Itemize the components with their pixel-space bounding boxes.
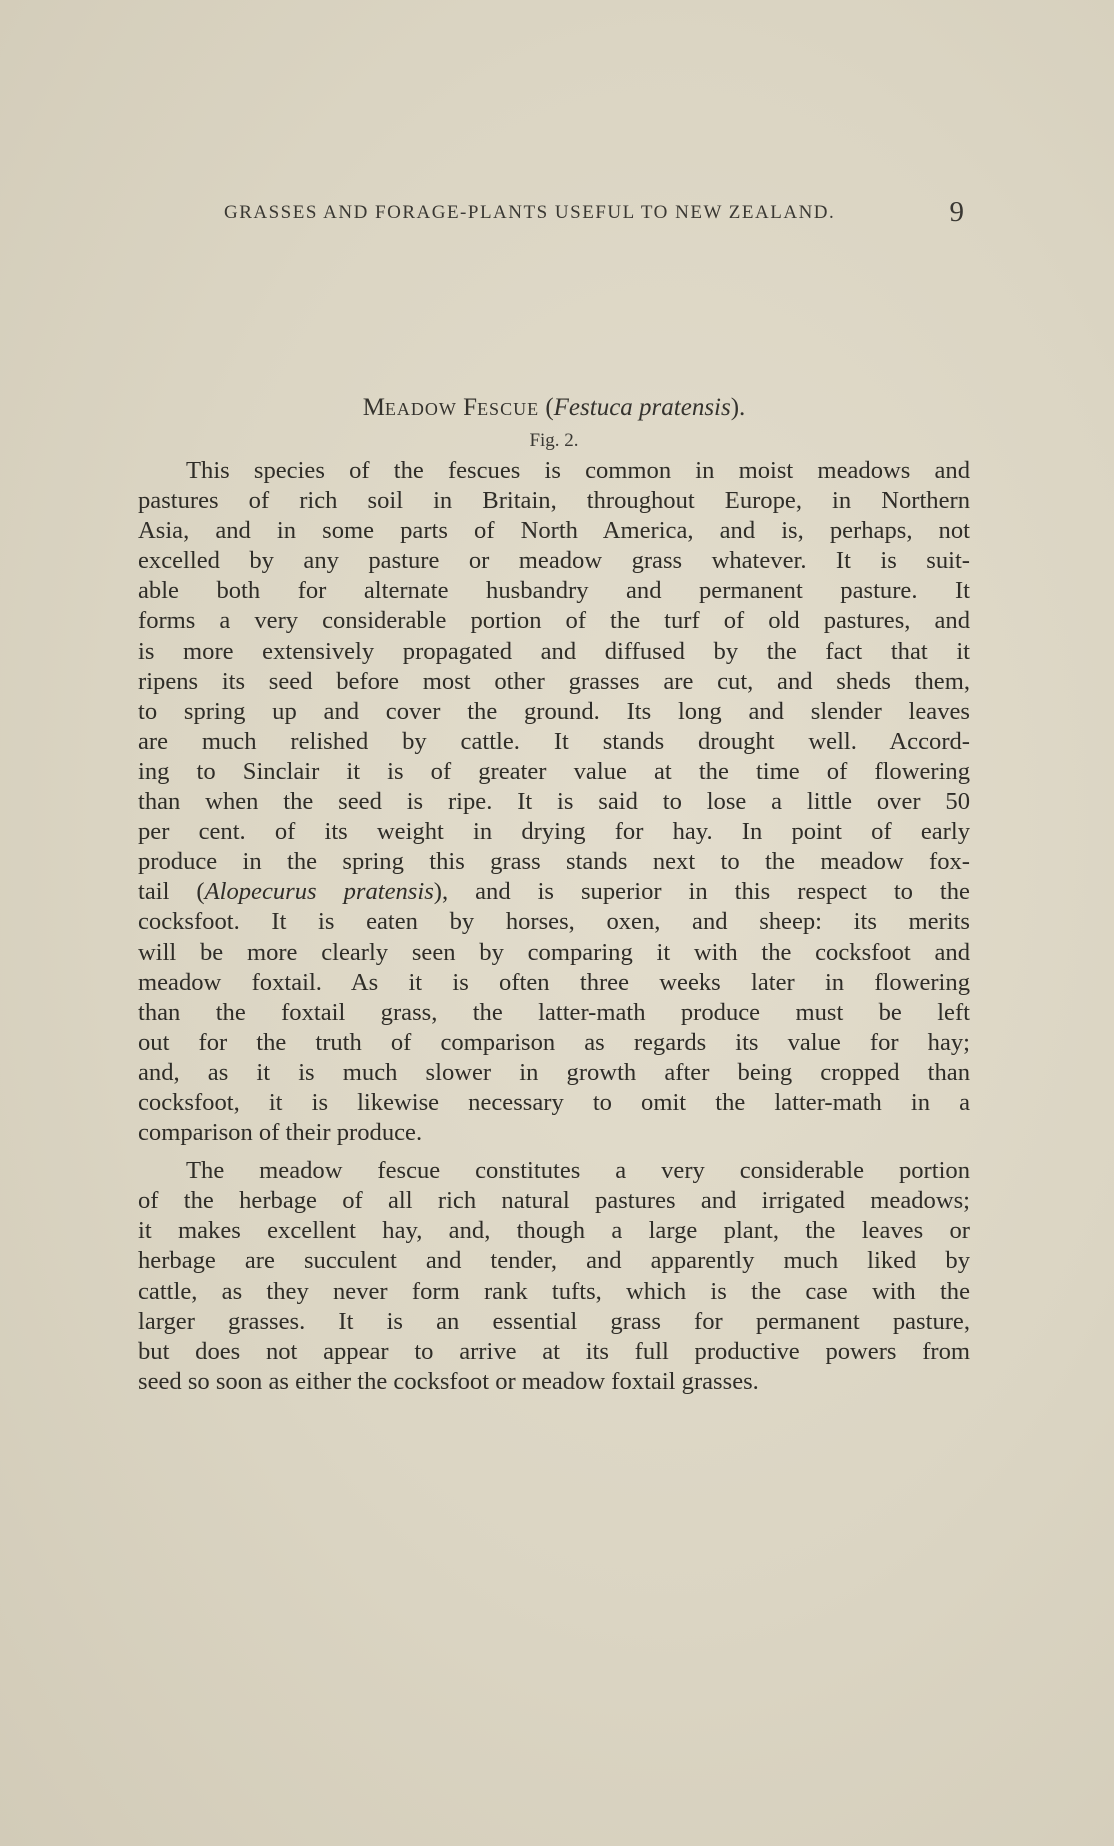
text-line: out for the truth of comparison as regards its value for hay; — [138, 1028, 970, 1056]
text-line: pastures of rich soil in Britain, throughout Europe, in Northern — [138, 487, 970, 515]
running-head — [140, 196, 968, 230]
page-number: 9 — [949, 196, 964, 228]
text-line: of the herbage of all rich natural pastures and irrigated meadows; — [138, 1187, 970, 1215]
text-fragment: ), and is superior in this respect to the — [433, 878, 970, 906]
figure-label: Fig. 2. — [529, 430, 579, 451]
text-line: are much relished by cattle. It stands drought well. Accord- — [138, 727, 970, 755]
text-line: forms a very considerable portion of the turf of old pastures, and — [138, 607, 970, 635]
text-line: than when the seed is ripe. It is said to lose a little over 50 — [138, 788, 970, 816]
text-line: ing to Sinclair it is of greater value at the time of flowering — [138, 757, 970, 785]
text-line-with-latin — [138, 877, 970, 907]
text-line: able both for alternate husbandry and permanent pasture. It — [138, 577, 970, 605]
heading-smallcaps-initial: M — [362, 394, 385, 421]
heading-smallcaps-initial-2: F — [463, 394, 478, 421]
text-line: to spring up and cover the ground. Its long and slender leaves — [138, 697, 970, 725]
text-line: cattle, as they never form rank tufts, which is the case with the — [138, 1277, 970, 1305]
text-fragment: tail ( — [138, 878, 205, 906]
text-line: meadow foxtail. As it is often three weeks later in flowering — [138, 968, 970, 996]
text-line: is more extensively propagated and diffused by the fact that it — [138, 637, 970, 665]
text-line: cocksfoot. It is eaten by horses, oxen, and sheep: its merits — [138, 908, 970, 936]
heading-latin-name: Festuca pratensis — [553, 394, 731, 421]
text-line: than the foxtail grass, the latter-math produce must be left — [138, 998, 970, 1026]
text-line: produce in the spring this grass stands next to the meadow fox- — [138, 848, 970, 876]
text-line: comparison of their produce. — [138, 1119, 423, 1147]
text-line: cocksfoot, it is likewise necessary to omit the latter-math in a — [138, 1088, 970, 1116]
heading-paren-open: ( — [545, 394, 554, 421]
text-line: and, as it is much slower in growth after being cropped than — [138, 1058, 970, 1086]
section-heading — [140, 394, 968, 422]
text-line: seed so soon as either the cocksfoot or meadow foxtail grasses. — [138, 1367, 759, 1395]
text-line: larger grasses. It is an essential grass for permanent pasture, — [138, 1307, 970, 1335]
text-line: The meadow fescue constitutes a very considerable portion — [186, 1157, 970, 1185]
text-line: but does not appear to arrive at its full productive powers from — [138, 1337, 970, 1365]
text-line: will be more clearly seen by comparing it with the cocksfoot and — [138, 938, 970, 966]
heading-smallcaps-rest-2: ESCUE — [477, 399, 540, 419]
text-line: it makes excellent hay, and, though a large plant, the leaves or — [138, 1217, 970, 1245]
heading-paren-close: ). — [730, 394, 746, 421]
running-title: GRASSES AND FORAGE-PLANTS USEFUL TO NEW ZEALAND. — [224, 202, 836, 223]
text-line: per cent. of its weight in drying for hay. In point of early — [138, 818, 970, 846]
text-line: herbage are succulent and tender, and apparently much liked by — [138, 1247, 970, 1275]
body-text — [138, 456, 970, 1397]
text-line: This species of the fescues is common in moist meadows and — [186, 457, 970, 484]
heading-smallcaps-rest: EADOW — [384, 399, 457, 419]
text-line: Asia, and in some parts of North America, and is, perhaps, not — [138, 517, 970, 545]
latin-name: Alopecurus pratensis — [204, 878, 434, 906]
paragraph-gap — [138, 1148, 970, 1156]
text-line: ripens its seed before most other grasses are cut, and sheds them, — [138, 667, 970, 695]
text-line: excelled by any pasture or meadow grass whatever. It is suit- — [138, 547, 970, 575]
